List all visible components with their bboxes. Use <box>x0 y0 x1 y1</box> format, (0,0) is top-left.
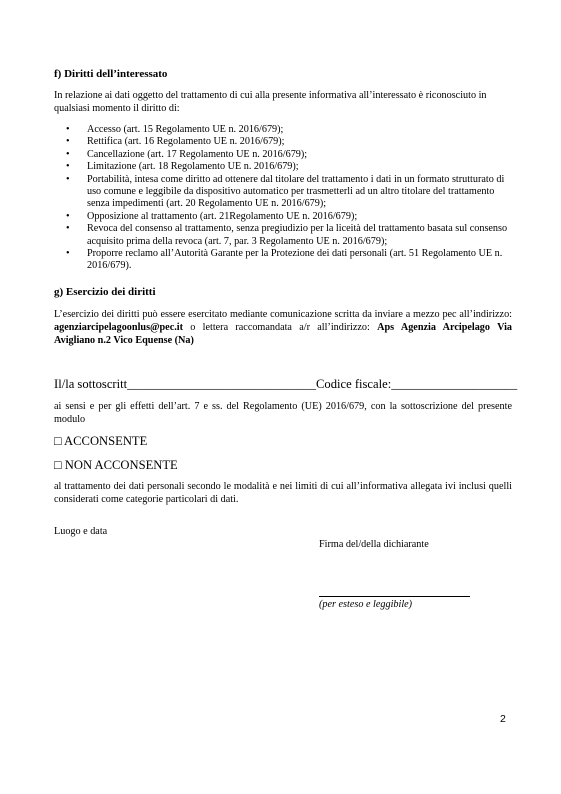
list-item: • Proporre reclamo all’Autorità Garante per la Protezione dei dati personali (art. 51 Regolamento UE n. 2016/679). <box>66 248 503 272</box>
statement: ai sensi e per gli effetti dell’art. 7 e ss. del Regolamento (UE) 2016/679, con la sottoscrizione del presente modulo <box>54 401 512 425</box>
section-f-intro: In relazione ai dati oggetto del trattamento di cui alla presente informativa all’interessato è riconosciuto in qualsiasi momento il diritto di: <box>54 90 487 114</box>
section-g-title: g) Esercizio dei diritti <box>54 286 156 298</box>
section-g-text: L’esercizio dei diritti può essere esercitato mediante comunicazione scritta da inviare a mezzo pec all’indirizzo: agenziarcipelagoonlus@pec.it o lettera raccomandata a/r all’indirizzo: Aps Agenzia Arcipelago Via Avigliano n.2 Vico Equense (Na) <box>54 309 512 346</box>
bullet-icon: • <box>66 248 70 260</box>
rights-list <box>54 124 514 273</box>
bullet-icon: • <box>66 148 70 160</box>
place-date-label: Luogo e data <box>54 526 108 537</box>
no-consent-option[interactable]: □ NON ACCONSENTE <box>54 458 178 472</box>
list-item: • Portabilità, intesa come diritto ad ottenere dal titolare del trattamento i dati in un formato strutturato di uso comune e leggibile da dispositivo automatico per trasmetterli ad un altro titolare del trattamento senza impedimenti (art. 20 Regolamento UE n. 2016/679); <box>66 173 505 210</box>
signature-label: Firma del/della dichiarante <box>319 539 429 550</box>
consent-text: al trattamento dei dati personali secondo le modalità e nei limiti di cui all’informativa allegata ivi inclusi quelli considerati come categorie particolari di dati. <box>54 481 512 505</box>
bullet-icon: • <box>66 210 70 222</box>
signer-line: Il/la sottoscritt______________________________Codice fiscale:____________________ <box>54 377 518 391</box>
consent-option[interactable]: □ ACCONSENTE <box>54 434 148 448</box>
list-item: • Cancellazione (art. 17 Regolamento UE n. 2016/679); <box>66 148 308 160</box>
page-number: 2 <box>500 713 506 725</box>
signature-note: (per esteso e leggibile) <box>319 599 413 610</box>
address: Aps Agenzia Arcipelago Via Avigliano n.2 Vico Equense (Na) <box>54 322 512 346</box>
signature-line[interactable] <box>319 596 470 597</box>
bullet-icon: • <box>66 161 70 173</box>
bullet-icon: • <box>66 173 70 185</box>
pec-email: agenziarcipelagoonlus@pec.it <box>54 322 183 333</box>
bullet-icon: • <box>66 124 70 135</box>
bullet-icon: • <box>66 136 70 148</box>
list-item: • Rettifica (art. 16 Regolamento UE n. 2016/679); <box>66 136 285 148</box>
list-item: • Opposizione al trattamento (art. 21Regolamento UE n. 2016/679); <box>66 210 358 222</box>
bullet-icon: • <box>66 223 70 235</box>
section-f-title: f) Diritti dell’interessato <box>54 68 168 80</box>
list-item: • Limitazione (art. 18 Regolamento UE n. 2016/679); <box>66 161 299 173</box>
list-item: • Accesso (art. 15 Regolamento UE n. 2016/679); <box>66 124 284 135</box>
list-item: • Revoca del consenso al trattamento, senza pregiudizio per la liceità del trattamento basata sul consenso acquisito prima della revoca (art. 7, par. 3 Regolamento UE n. 2016/679); <box>66 223 508 247</box>
